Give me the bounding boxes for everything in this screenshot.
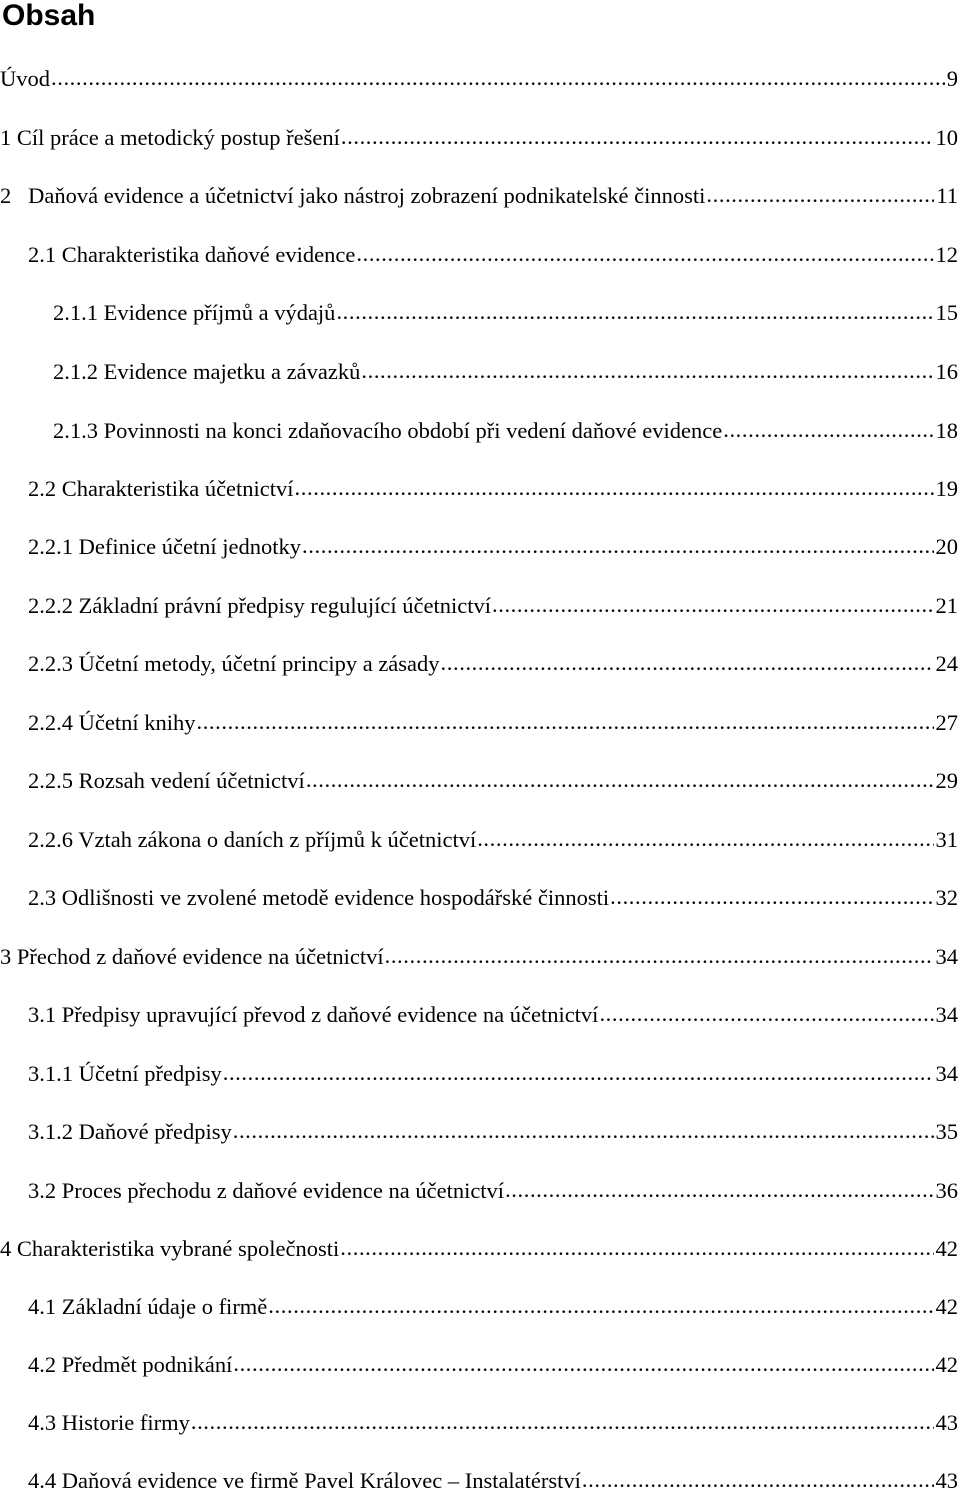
toc-entry-label: 3 Přechod z daňové evidence na účetnictví bbox=[0, 942, 384, 972]
toc-page-number: 15 bbox=[936, 298, 960, 328]
toc-dot-leader bbox=[361, 356, 933, 386]
toc-dot-leader bbox=[610, 882, 933, 912]
toc-entry[interactable] bbox=[0, 766, 960, 796]
toc-entry[interactable] bbox=[0, 1000, 960, 1030]
toc-entry[interactable] bbox=[0, 1292, 960, 1322]
toc-dot-leader bbox=[582, 1465, 934, 1495]
toc-entry-label: 2.2.5 Rozsah vedení účetnictví bbox=[28, 766, 305, 796]
toc-page-number: 43 bbox=[936, 1466, 960, 1496]
toc-dot-leader bbox=[441, 648, 934, 678]
page-title: Obsah bbox=[2, 0, 95, 36]
toc-dot-leader bbox=[505, 1175, 933, 1205]
toc-entry-label: 4.3 Historie firmy bbox=[28, 1408, 190, 1438]
toc-page-number: 9 bbox=[947, 64, 960, 94]
toc-entry[interactable] bbox=[0, 64, 960, 94]
toc-entry-label: 4 Charakteristika vybrané společnosti bbox=[0, 1234, 339, 1264]
toc-dot-leader bbox=[477, 824, 933, 854]
toc-dot-leader bbox=[385, 941, 934, 971]
toc-dot-leader bbox=[723, 415, 933, 445]
toc-dot-leader bbox=[341, 122, 934, 152]
toc-entry-label: 1 Cíl práce a metodický postup řešení bbox=[0, 123, 340, 153]
toc-page-number: 42 bbox=[936, 1350, 960, 1380]
toc-entry[interactable] bbox=[0, 474, 960, 504]
toc-entry[interactable] bbox=[0, 181, 960, 211]
toc-entry-label: 2.2.3 Účetní metody, účetní principy a zásady bbox=[28, 649, 440, 679]
toc-entry-label: 4.1 Základní údaje o firmě bbox=[28, 1292, 267, 1322]
toc-entry[interactable] bbox=[0, 357, 960, 387]
toc-entry[interactable] bbox=[0, 1350, 960, 1380]
toc-entry-label: 2.2.6 Vztah zákona o daních z příjmů k účetnictví bbox=[28, 825, 476, 855]
toc-dot-leader bbox=[340, 1233, 933, 1263]
toc-entry[interactable] bbox=[0, 1466, 960, 1496]
toc-entry-label: 2.2.2 Základní právní předpisy regulující účetnictví bbox=[28, 591, 491, 621]
toc-page-number: 32 bbox=[936, 883, 960, 913]
toc-page-number: 35 bbox=[936, 1117, 960, 1147]
toc-entry[interactable] bbox=[0, 123, 960, 153]
toc-page-number: 10 bbox=[936, 123, 960, 153]
toc-dot-leader bbox=[233, 1116, 934, 1146]
toc-entry-label: 4.4 Daňová evidence ve firmě Pavel Královec – Instalatérství bbox=[28, 1466, 581, 1496]
toc-page-number: 16 bbox=[936, 357, 960, 387]
toc-entry-label: Úvod bbox=[0, 64, 50, 94]
toc-dot-leader bbox=[356, 239, 933, 269]
toc-page-number: 21 bbox=[936, 591, 960, 621]
toc-page-number: 20 bbox=[936, 532, 960, 562]
toc-dot-leader bbox=[706, 180, 934, 210]
toc-page-number: 43 bbox=[936, 1408, 960, 1438]
toc-entry[interactable] bbox=[0, 591, 960, 621]
toc-page-number: 27 bbox=[936, 708, 960, 738]
toc-entry[interactable] bbox=[0, 416, 960, 446]
toc-dot-leader bbox=[492, 590, 934, 620]
toc-dot-leader bbox=[233, 1349, 933, 1379]
toc-page-number: 12 bbox=[936, 240, 960, 270]
toc-entry-label: 2.3 Odlišnosti ve zvolené metodě evidence hospodářské činnosti bbox=[28, 883, 609, 913]
toc-entry[interactable] bbox=[0, 532, 960, 562]
toc-page-number: 42 bbox=[936, 1234, 960, 1264]
toc-entry[interactable] bbox=[0, 1059, 960, 1089]
toc-entry-label: 2.1.2 Evidence majetku a závazků bbox=[53, 357, 360, 387]
toc-dot-leader bbox=[306, 765, 934, 795]
toc-entry[interactable] bbox=[0, 883, 960, 913]
toc-page-number: 31 bbox=[936, 825, 960, 855]
toc-entry[interactable] bbox=[0, 942, 960, 972]
toc-entry[interactable] bbox=[0, 825, 960, 855]
toc-entry-label: 3.1.1 Účetní předpisy bbox=[28, 1059, 222, 1089]
toc-page-number: 34 bbox=[936, 1059, 960, 1089]
toc-dot-leader bbox=[191, 1407, 934, 1437]
toc-page-number: 36 bbox=[936, 1176, 960, 1206]
toc-page-number: 29 bbox=[936, 766, 960, 796]
toc-dot-leader bbox=[302, 531, 933, 561]
toc-page-number: 42 bbox=[936, 1292, 960, 1322]
toc-entry[interactable] bbox=[0, 1117, 960, 1147]
toc-entry-label: 3.1 Předpisy upravující převod z daňové evidence na účetnictví bbox=[28, 1000, 598, 1030]
toc-entry[interactable] bbox=[0, 298, 960, 328]
toc-entry[interactable] bbox=[0, 1234, 960, 1264]
toc-dot-leader bbox=[196, 707, 933, 737]
toc-entry[interactable] bbox=[0, 240, 960, 270]
toc-page-number: 24 bbox=[936, 649, 960, 679]
toc-dot-leader bbox=[295, 473, 934, 503]
toc-entry[interactable] bbox=[0, 649, 960, 679]
toc-entry-label: 2.1.1 Evidence příjmů a výdajů bbox=[53, 298, 335, 328]
toc-dot-leader bbox=[599, 999, 933, 1029]
toc-entry[interactable] bbox=[0, 1176, 960, 1206]
toc-entry-label: 2.2 Charakteristika účetnictví bbox=[28, 474, 294, 504]
toc-page-number: 34 bbox=[936, 1000, 960, 1030]
toc-page-number: 11 bbox=[936, 181, 960, 211]
toc-entry-label: 2.2.4 Účetní knihy bbox=[28, 708, 195, 738]
toc-entry-label: 4.2 Předmět podnikání bbox=[28, 1350, 232, 1380]
toc-entry-label: 3.2 Proces přechodu z daňové evidence na účetnictví bbox=[28, 1176, 504, 1206]
toc-dot-leader bbox=[51, 63, 945, 93]
toc-entry-label: 2.1.3 Povinnosti na konci zdaňovacího období při vedení daňové evidence bbox=[53, 416, 722, 446]
toc-entry-label: 2 Daňová evidence a účetnictví jako nástroj zobrazení podnikatelské činnosti bbox=[0, 181, 705, 211]
toc-entry-label: 3.1.2 Daňové předpisy bbox=[28, 1117, 232, 1147]
toc-page-number: 34 bbox=[936, 942, 960, 972]
toc-page-number: 19 bbox=[936, 474, 960, 504]
toc-dot-leader bbox=[268, 1291, 933, 1321]
toc-entry[interactable] bbox=[0, 708, 960, 738]
toc-entry-label: 2.2.1 Definice účetní jednotky bbox=[28, 532, 301, 562]
toc-entry[interactable] bbox=[0, 1408, 960, 1438]
toc-entry-label: 2.1 Charakteristika daňové evidence bbox=[28, 240, 355, 270]
toc-page-number: 18 bbox=[936, 416, 960, 446]
toc-dot-leader bbox=[223, 1058, 934, 1088]
toc-dot-leader bbox=[336, 297, 933, 327]
